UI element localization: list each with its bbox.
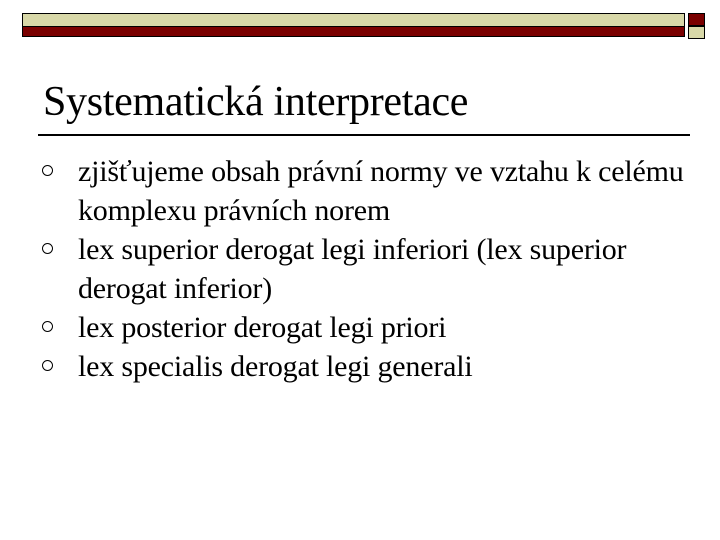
bullet-item — [40, 347, 690, 386]
bullet-text: lex posterior derogat legi priori — [78, 311, 447, 344]
bullet-text: zjišťujeme obsah právní normy ve vztahu k celému komplexu právních norem — [78, 155, 684, 227]
bullet-item — [40, 230, 690, 308]
title-divider — [38, 134, 690, 136]
bullet-item — [40, 152, 690, 230]
hollow-circle-bullet-icon — [42, 321, 53, 332]
header-corner-dark-square — [688, 13, 705, 26]
header-corner-light-square — [688, 26, 705, 39]
bullet-text: lex specialis derogat legi generali — [78, 350, 473, 383]
hollow-circle-bullet-icon — [42, 360, 53, 371]
bullet-text: lex superior derogat legi inferiori (lex superior derogat inferior) — [78, 233, 627, 305]
header-band-dark — [22, 26, 685, 37]
hollow-circle-bullet-icon — [42, 165, 53, 176]
hollow-circle-bullet-icon — [42, 243, 53, 254]
slide-title: Systematická interpretace — [43, 79, 469, 125]
bullet-list — [40, 152, 690, 386]
bullet-item — [40, 308, 690, 347]
